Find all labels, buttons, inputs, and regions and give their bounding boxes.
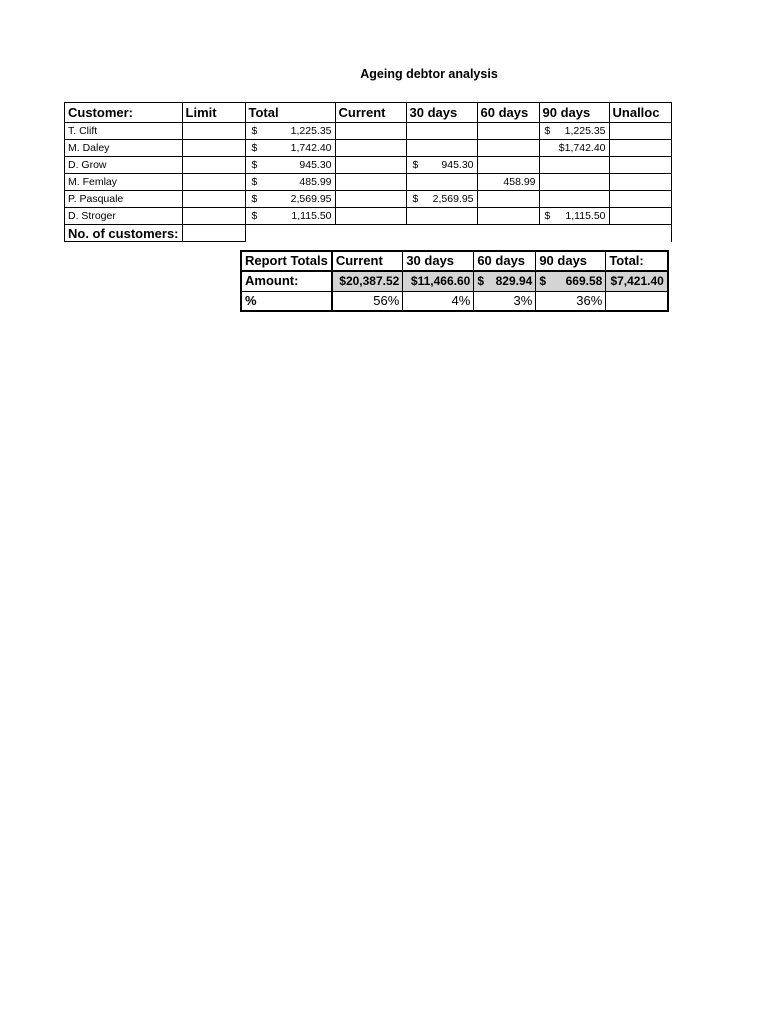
d90-cell[interactable] bbox=[539, 191, 609, 208]
report-totals-table bbox=[240, 250, 669, 312]
d30-cell[interactable] bbox=[406, 157, 477, 174]
customer-name-cell[interactable]: P. Pasquale bbox=[65, 191, 183, 208]
spacer-cell bbox=[245, 225, 671, 242]
table-row bbox=[65, 208, 672, 225]
d90-cell[interactable] bbox=[539, 123, 609, 140]
d30-value: 945.30 bbox=[441, 158, 474, 171]
unalloc-cell[interactable] bbox=[609, 123, 671, 140]
total-value: 945.30 bbox=[299, 158, 332, 171]
total-value: 1,115.50 bbox=[291, 209, 332, 222]
d60-cell[interactable] bbox=[477, 123, 539, 140]
table-row bbox=[65, 157, 672, 174]
unalloc-cell[interactable] bbox=[609, 157, 671, 174]
currency-symbol: $ bbox=[477, 274, 485, 289]
header-current[interactable]: Current bbox=[335, 103, 406, 123]
report-totals-label: Report Totals bbox=[241, 251, 332, 271]
limit-cell[interactable] bbox=[182, 140, 245, 157]
d30-cell[interactable] bbox=[406, 140, 477, 157]
header-customer[interactable]: Customer: bbox=[65, 103, 183, 123]
amount-current[interactable]: $20,387.52 bbox=[332, 271, 403, 291]
currency-symbol: $ bbox=[251, 158, 258, 171]
amount-90-days-value: 669.58 bbox=[565, 274, 603, 289]
d90-cell[interactable] bbox=[539, 208, 609, 225]
current-cell[interactable] bbox=[335, 140, 406, 157]
currency-symbol: $ bbox=[251, 141, 258, 154]
report-amount-row bbox=[241, 271, 668, 291]
report-header-row bbox=[241, 251, 668, 271]
header-total[interactable]: Total bbox=[245, 103, 335, 123]
current-cell[interactable] bbox=[335, 174, 406, 191]
amount-30-days[interactable]: $11,466.60 bbox=[403, 271, 474, 291]
currency-symbol: $ bbox=[544, 209, 551, 222]
amount-60-days[interactable] bbox=[474, 271, 536, 291]
report-percent-row bbox=[241, 291, 668, 311]
d60-cell[interactable] bbox=[477, 140, 539, 157]
d30-cell[interactable] bbox=[406, 191, 477, 208]
currency-symbol: $ bbox=[251, 175, 258, 188]
d30-value: 2,569.95 bbox=[432, 192, 474, 205]
header-60-days[interactable]: 60 days bbox=[477, 103, 539, 123]
total-value: 485.99 bbox=[299, 175, 332, 188]
amount-90-days[interactable] bbox=[536, 271, 606, 291]
d30-cell[interactable] bbox=[406, 208, 477, 225]
currency-symbol: $ bbox=[412, 192, 419, 205]
limit-cell[interactable] bbox=[182, 157, 245, 174]
header-90-days[interactable]: 90 days bbox=[539, 103, 609, 123]
page-title: Ageing debtor analysis bbox=[360, 67, 498, 81]
d60-cell[interactable] bbox=[477, 208, 539, 225]
percent-30-days[interactable]: 4% bbox=[403, 291, 474, 311]
total-value: 2,569.95 bbox=[290, 192, 332, 205]
customer-name-cell[interactable]: D. Stroger bbox=[65, 208, 183, 225]
amount-label: Amount: bbox=[241, 271, 332, 291]
total-cell[interactable] bbox=[245, 140, 335, 157]
table-row bbox=[65, 174, 672, 191]
limit-cell[interactable] bbox=[182, 191, 245, 208]
current-cell[interactable] bbox=[335, 123, 406, 140]
d90-value: 1,225.35 bbox=[564, 124, 606, 137]
table-row bbox=[65, 140, 672, 157]
d30-cell[interactable] bbox=[406, 123, 477, 140]
total-cell[interactable] bbox=[245, 208, 335, 225]
unalloc-cell[interactable] bbox=[609, 191, 671, 208]
limit-cell[interactable] bbox=[182, 174, 245, 191]
table-row bbox=[65, 123, 672, 140]
currency-symbol: $ bbox=[544, 124, 551, 137]
total-cell[interactable] bbox=[245, 174, 335, 191]
currency-symbol: $ bbox=[251, 209, 258, 222]
currency-symbol: $ bbox=[251, 192, 258, 205]
no-of-customers-label: No. of customers: bbox=[65, 225, 183, 242]
currency-symbol: $ bbox=[251, 124, 258, 137]
d60-cell[interactable] bbox=[477, 191, 539, 208]
customer-name-cell[interactable]: T. Clift bbox=[65, 123, 183, 140]
total-cell[interactable] bbox=[245, 123, 335, 140]
report-header-current[interactable]: Current bbox=[332, 251, 403, 271]
customer-name-cell[interactable]: M. Daley bbox=[65, 140, 183, 157]
amount-total[interactable]: $7,421.40 bbox=[606, 271, 668, 291]
total-cell[interactable] bbox=[245, 157, 335, 174]
d60-cell[interactable]: 458.99 bbox=[477, 174, 539, 191]
d90-cell[interactable] bbox=[539, 174, 609, 191]
limit-cell[interactable] bbox=[182, 123, 245, 140]
customer-name-cell[interactable]: M. Femlay bbox=[65, 174, 183, 191]
current-cell[interactable] bbox=[335, 191, 406, 208]
d90-value: 1,115.50 bbox=[565, 209, 606, 222]
currency-symbol: $ bbox=[539, 274, 547, 289]
amount-60-days-value: 829.94 bbox=[495, 274, 533, 289]
table-row bbox=[65, 191, 672, 208]
percent-total[interactable] bbox=[606, 291, 668, 311]
percent-label: % bbox=[241, 291, 332, 311]
limit-cell[interactable] bbox=[182, 208, 245, 225]
report-header-30-days[interactable]: 30 days bbox=[403, 251, 474, 271]
percent-90-days[interactable]: 36% bbox=[536, 291, 606, 311]
current-cell[interactable] bbox=[335, 157, 406, 174]
customer-name-cell[interactable]: D. Grow bbox=[65, 157, 183, 174]
report-header-60-days[interactable]: 60 days bbox=[474, 251, 536, 271]
d90-cell[interactable]: $1,742.40 bbox=[539, 140, 609, 157]
d60-cell[interactable] bbox=[477, 157, 539, 174]
d30-cell[interactable] bbox=[406, 174, 477, 191]
total-value: 1,742.40 bbox=[290, 141, 332, 154]
current-cell[interactable] bbox=[335, 208, 406, 225]
unalloc-cell[interactable] bbox=[609, 174, 671, 191]
header-unalloc[interactable]: Unalloc bbox=[609, 103, 671, 123]
report-header-total[interactable]: Total: bbox=[606, 251, 668, 271]
customer-count-row bbox=[65, 225, 672, 242]
percent-current[interactable]: 56% bbox=[332, 291, 403, 311]
d90-cell[interactable] bbox=[539, 157, 609, 174]
unalloc-cell[interactable] bbox=[609, 208, 671, 225]
total-value: 1,225.35 bbox=[290, 124, 332, 137]
debtor-table bbox=[64, 102, 672, 242]
header-limit[interactable]: Limit bbox=[182, 103, 245, 123]
report-header-90-days[interactable]: 90 days bbox=[536, 251, 606, 271]
no-of-customers-value[interactable] bbox=[182, 225, 245, 242]
header-row bbox=[65, 103, 672, 123]
currency-symbol: $ bbox=[412, 158, 419, 171]
unalloc-cell[interactable] bbox=[609, 140, 671, 157]
total-cell[interactable] bbox=[245, 191, 335, 208]
header-30-days[interactable]: 30 days bbox=[406, 103, 477, 123]
percent-60-days[interactable]: 3% bbox=[474, 291, 536, 311]
